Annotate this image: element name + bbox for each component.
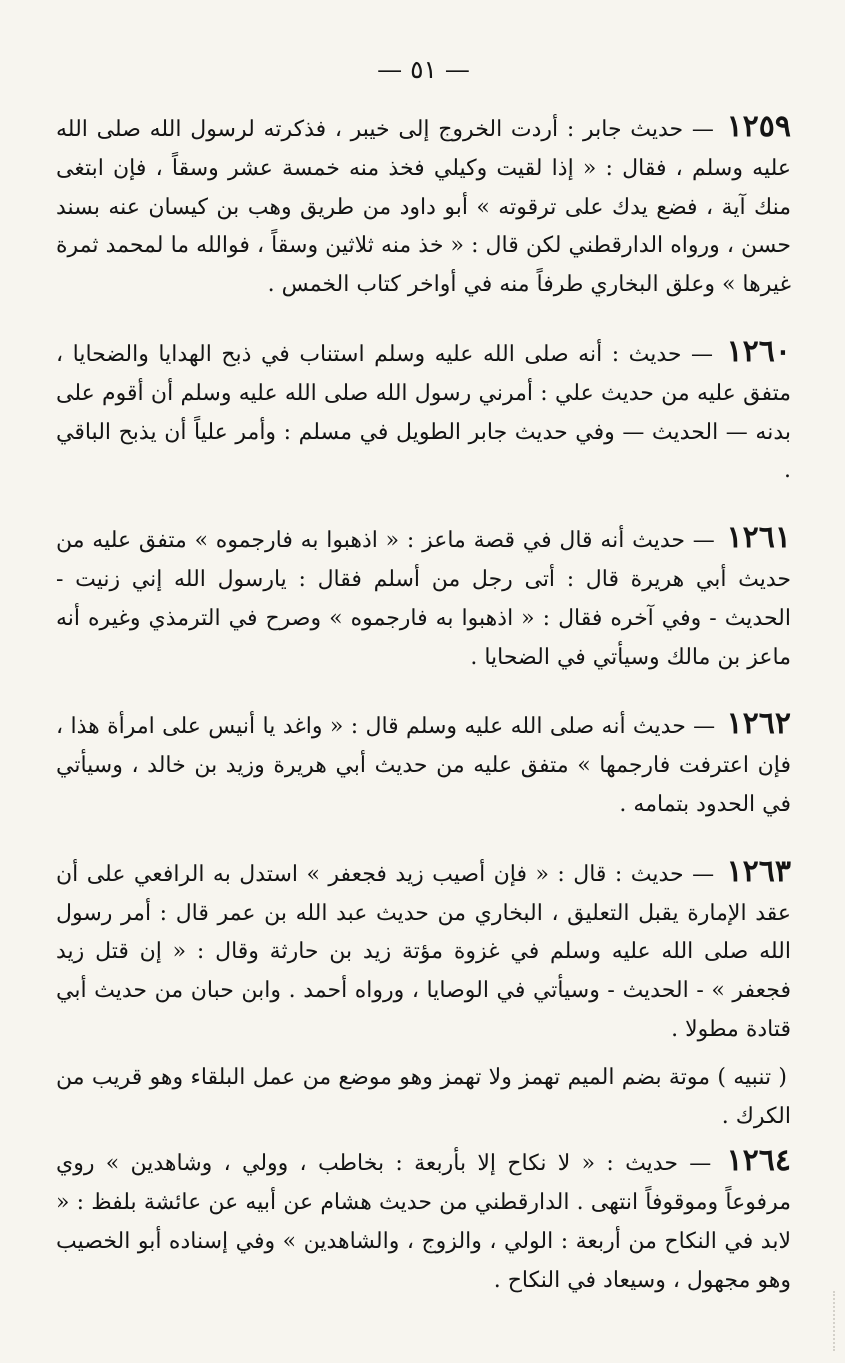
note-text: ( تنبيه ) موتة بضم الميم تهمز ولا تهمز وهو موضع من عمل البلقاء وهو قريب من الكرك .	[56, 1064, 791, 1129]
entry-text: — حديث أنه قال في قصة ماعز : « اذهبوا به فارجموه » متفق عليه من حديث أبي هريرة قال : أتى رجل من أسلم فقال : يارسول الله إني زنيت - الحديث - وفي آخره فقال : « اذهبوا به فارجموه » وصرح في الترمذي وغيره أنه ماعز بن مالك وسيأتي في الضحايا .	[56, 528, 791, 670]
entry-text: — حديث : « لا نكاح إلا بأربعة : بخاطب ، وولي ، وشاهدين » روي مرفوعاً وموقوفاً انتهى . الدارقطني من حديث هشام عن أبيه عن عائشة بلفظ : « لابد في النكاح من أربعة : الولي ، والزوج ، والشاهدين » وفي إسناده أبو الخصيب وهو مجهول ، وسيعاد في النكاح .	[56, 1151, 791, 1293]
entry-number: ١٢٦٤	[726, 1143, 791, 1179]
hadith-entry-1260	[56, 333, 791, 491]
scan-edge-mark	[815, 1291, 835, 1351]
entry-number: ١٢٦٢	[726, 706, 791, 742]
entry-number: ١٢٦٠	[726, 333, 791, 369]
hadith-entry-1261	[56, 519, 791, 677]
page-number: — ٥١ —	[377, 55, 470, 84]
hadith-entry-1263	[56, 853, 791, 1050]
hadith-entry-1264	[56, 1142, 791, 1300]
entry-number: ١٢٦٣	[726, 853, 791, 889]
hadith-entry-1259	[56, 108, 791, 305]
entry-text: — حديث أنه صلى الله عليه وسلم قال : « واغد يا أنيس على امرأة هذا ، فإن اعترفت فارجمها » متفق عليه من حديث أبي هريرة وزيد بن خالد ، وسيأتي في الحدود بتمامه .	[56, 714, 791, 817]
note-entry	[56, 1056, 791, 1137]
entry-text: — حديث جابر : أردت الخروج إلى خيبر ، فذكرته لرسول الله صلى الله عليه وسلم ، فقال : « إذا لقيت وكيلي فخذ منه خمسة عشر وسقاً ، فإن ابتغى منك آية ، فضع يدك على ترقوته » أبو داود من طريق وهب بن كيسان عنه بسند حسن ، ورواه الدارقطني لكن قال : « خذ منه ثلاثين وسقاً ، فوالله ما لمحمد ثمرة غيرها » وعلق البخاري طرفاً منه في أواخر كتاب الخمس .	[56, 117, 791, 298]
hadith-entry-1262	[56, 705, 791, 824]
entry-text: — حديث : قال : « فإن أصيب زيد فجعفر » استدل به الرافعي على أن عقد الإمارة يقبل التعليق ، البخاري من حديث عبد الله بن عمر قال : أمر رسول الله صلى الله عليه وسلم في غزوة مؤتة زيد بن حارثة وقال : « إن قتل زيد فجعفر » - الحديث - وسيأتي في الوصايا ، ورواه أحمد . وابن حبان من حديث أبي قتادة مطولا .	[56, 861, 791, 1042]
document-page	[56, 52, 791, 1329]
entry-number: ١٢٦١	[726, 520, 791, 556]
entry-number: ١٢٥٩	[726, 109, 792, 144]
entry-text: — حديث : أنه صلى الله عليه وسلم استناب في ذبح الهدايا والضحايا ، متفق عليه من حديث علي : أمرني رسول الله صلى الله عليه وسلم أن أقوم على بدنه — الحديث — وفي حديث جابر الطويل في مسلم : وأمر علياً أن يذبح الباقي .	[56, 341, 791, 484]
